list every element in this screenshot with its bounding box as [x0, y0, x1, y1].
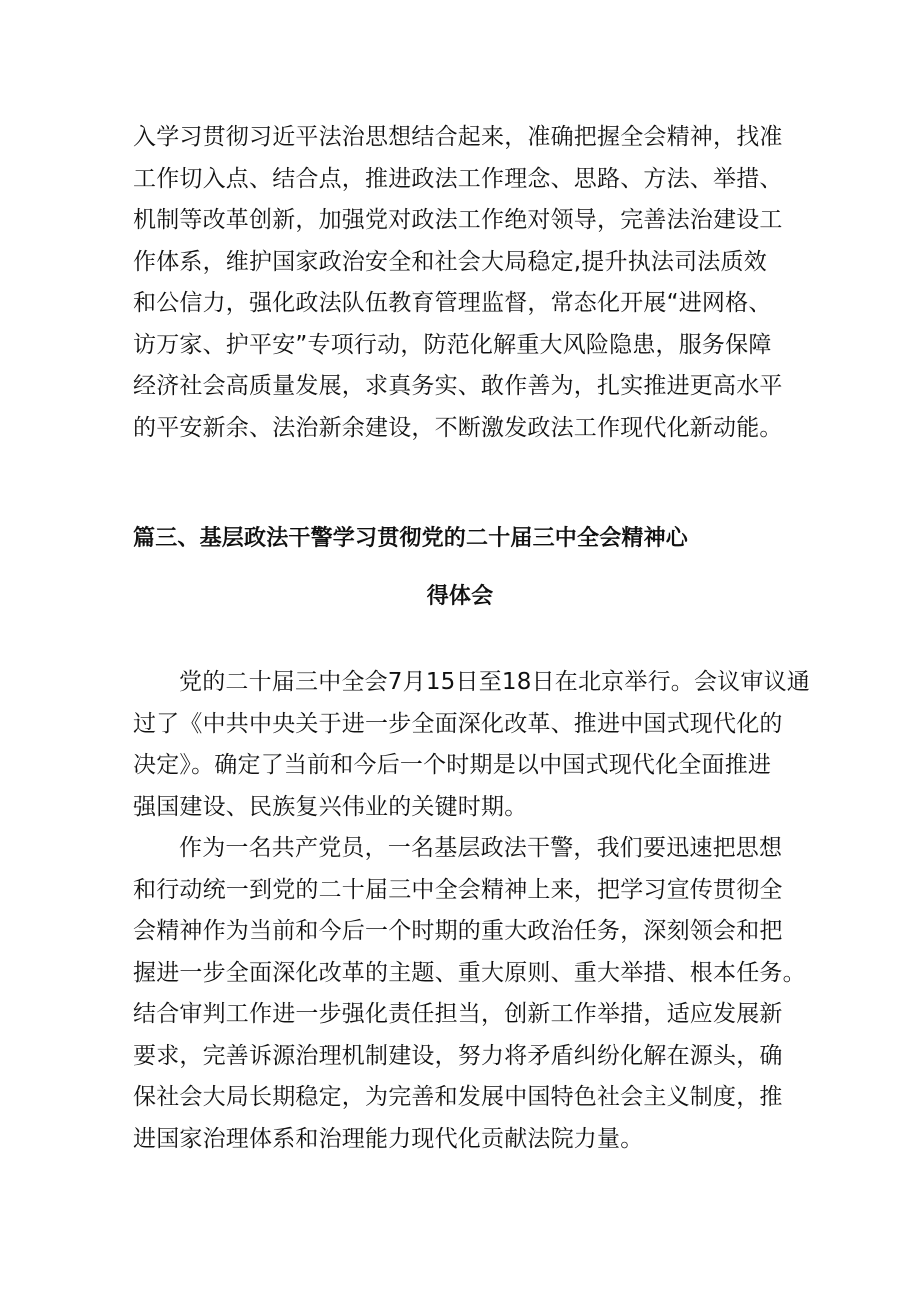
section-heading-line-2: 得体会	[426, 584, 494, 609]
paragraph-line: 结合审判工作进一步强化责任担当，创新工作举措，适应发展新	[133, 1001, 783, 1027]
paragraph-line: 会精神作为当前和今后一个时期的重大政治任务，深刻领会和把	[133, 918, 783, 944]
paragraph-line: 保社会大局长期稳定，为完善和发展中国特色社会主义制度，推	[133, 1084, 783, 1110]
section-heading-line-1: 篇三、基层政法干警学习贯彻党的二十届三中全会精神心	[133, 526, 689, 551]
paragraph-line: 和公信力，强化政法队伍教育管理监督，常态化开展“进网格、	[133, 290, 772, 316]
body-paragraphs	[133, 662, 810, 1160]
paragraph-line: 访万家、护平安”专项行动，防范化解重大风险隐患，服务保障	[133, 331, 772, 358]
paragraph-line: 决定》。确定了当前和今后一个时期是以中国式现代化全面推进	[133, 752, 772, 778]
paragraph-line: 工作切入点、结合点，推进政法工作理念、思路、方法、举措、	[133, 165, 783, 192]
paragraph-line: 和行动统一到党的二十届三中全会精神上来，把学习宣传贯彻全	[133, 876, 783, 903]
paragraph-line: 的平安新余、法治新余建设，不断激发政法工作现代化新动能。	[133, 414, 783, 441]
paragraph-line: 强国建设、民族复兴伟业的关键时期。	[133, 793, 528, 820]
paragraph-line: 过了《中共中央关于进一步全面深化改革、推进中国式现代化的	[133, 710, 783, 737]
paragraph-line: 握进一步全面深化改革的主题、重大原则、重大举措、根本任务。	[133, 959, 806, 986]
paragraph-line: 要求，完善诉源治理机制建设，努力将矛盾纠纷化解在源头，确	[133, 1042, 783, 1069]
paragraph-continued	[133, 117, 793, 449]
paragraph-first-line: 作为一名共产党员，一名基层政法干警，我们要迅速把思想	[179, 835, 783, 861]
paragraph-line: 进国家治理体系和治理能力现代化贡献法院力量。	[133, 1125, 644, 1152]
paragraph-line: 机制等改革创新，加强党对政法工作绝对领导，完善法治建设工	[133, 207, 783, 233]
paragraph-line: 作体系，维护国家政治安全和社会大局稳定,提升执法司法质效	[133, 248, 767, 275]
paragraph-first-line: 党的二十届三中全会7月15日至18日在北京举行。会议审议通	[179, 669, 810, 695]
paragraph-line: 经济社会高质量发展，求真务实、敢作善为，扎实推进更高水平	[133, 373, 783, 399]
paragraph-line: 入学习贯彻习近平法治思想结合起来，准确把握全会精神，找准	[133, 124, 783, 150]
